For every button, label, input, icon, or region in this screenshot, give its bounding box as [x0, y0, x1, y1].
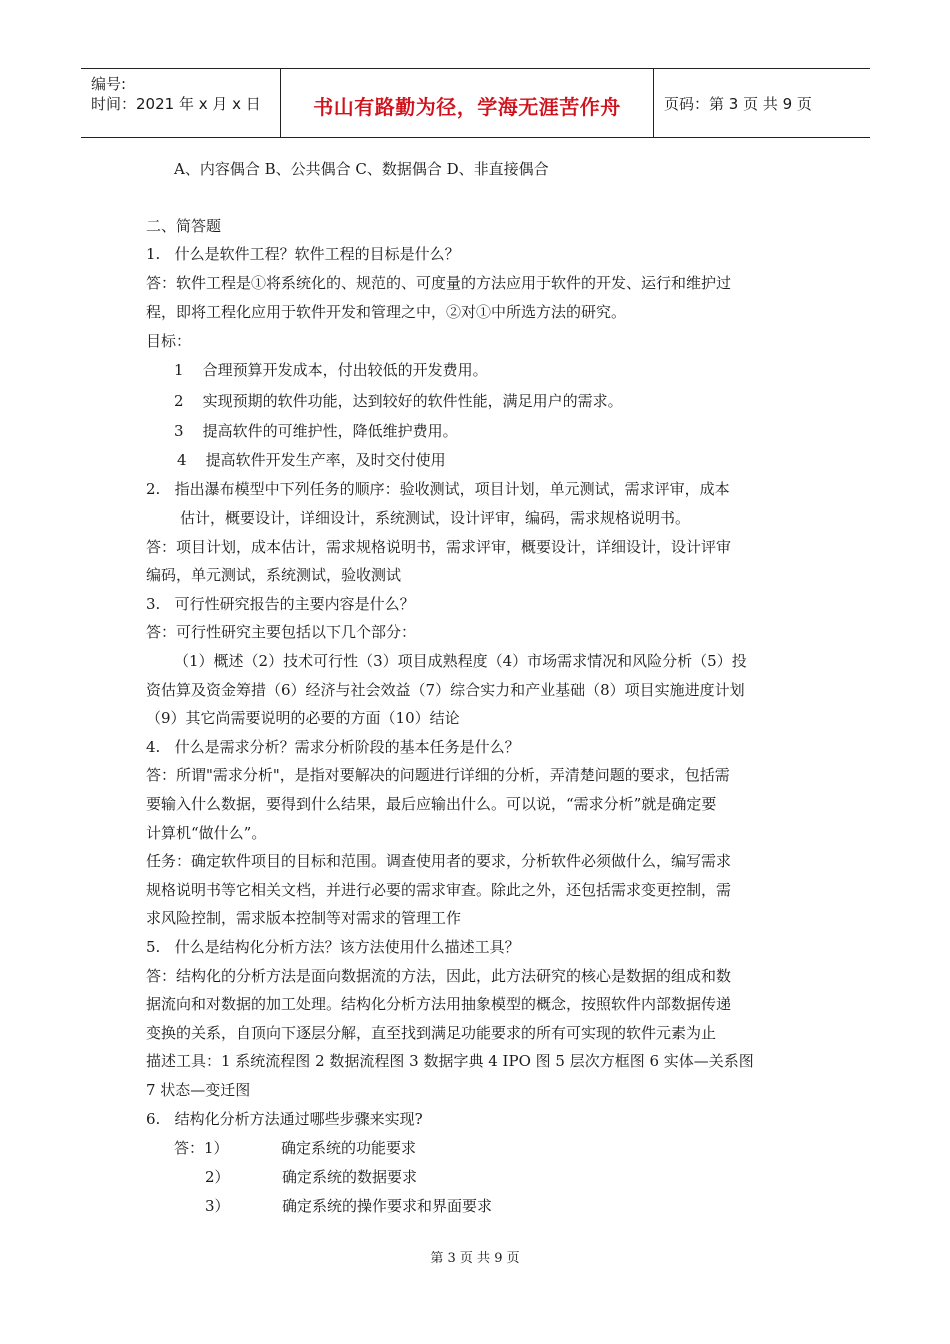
- body-line: 求风险控制，需求版本控制等对需求的管理工作: [146, 909, 462, 927]
- body-line: （1）概述（2）技术可行性（3）项目成熟程度（4）市场需求情况和风险分析（5）投: [174, 652, 747, 670]
- body-line: 答：结构化的分析方法是面向数据流的方法，因此，此方法研究的核心是数据的组成和数: [146, 967, 732, 985]
- header-motto-cell: [281, 69, 654, 137]
- step-item: 答：1） 确定系统的功能要求: [174, 1139, 416, 1157]
- body-line: 资估算及资金筹措（6）经济与社会效益（7）综合实力和产业基础（8）项目实施进度计划: [146, 681, 745, 699]
- question-1: 1. 什么是软件工程？软件工程的目标是什么？: [146, 245, 460, 263]
- list-item: 4 提高软件开发生产率，及时交付使用: [177, 451, 446, 469]
- body-line: 据流向和对数据的加工处理。结构化分析方法用抽象模型的概念，按照软件内部数据传递: [146, 995, 732, 1013]
- question-5: 5. 什么是结构化分析方法？该方法使用什么描述工具？: [146, 938, 520, 956]
- body-line: 估计，概要设计，详细设计，系统测试，设计评审，编码，需求规格说明书。: [180, 509, 691, 527]
- body-line: 答：可行性研究主要包括以下几个部分：: [146, 623, 417, 641]
- body-line: 7 状态—变迁图: [146, 1081, 251, 1099]
- step-item: 2） 确定系统的数据要求: [205, 1168, 417, 1186]
- question-6: 6. 结构化分析方法通过哪些步骤来实现?: [146, 1110, 423, 1128]
- body-line: 描述工具：1 系统流程图 2 数据流程图 3 数据字典 4 IPO 图 5 层次方框图 6 实体—关系图: [146, 1052, 754, 1070]
- page-header: [81, 68, 870, 138]
- document-number-label: 编号:: [91, 75, 127, 93]
- body-line: A、内容偶合 B、公共偶合 C、数据偶合 D、非直接偶合: [174, 160, 549, 178]
- body-line: 规格说明书等它相关文档，并进行必要的需求审查。除此之外，还包括需求变更控制，需: [146, 881, 732, 899]
- body-line: 目标：: [146, 332, 192, 350]
- body-line: 答：项目计划，成本估计，需求规格说明书，需求评审，概要设计，详细设计，设计评审: [146, 538, 732, 556]
- page-footer: 第 3 页 共 9 页: [430, 1251, 520, 1266]
- header-motto: 书山有路勤为径，学海无涯苦作舟: [313, 95, 621, 119]
- header-left-cell: [81, 69, 281, 137]
- body-line: 编码，单元测试，系统测试，验收测试: [146, 566, 402, 584]
- list-item: 1 合理预算开发成本，付出较低的开发费用。: [174, 361, 488, 379]
- question-3: 3. 可行性研究报告的主要内容是什么？: [146, 595, 415, 613]
- body-line: 答：软件工程是①将系统化的、规范的、可度量的方法应用于软件的开发、运行和维护过: [146, 274, 732, 292]
- list-item: 2 实现预期的软件功能，达到较好的软件性能，满足用户的需求。: [174, 392, 623, 410]
- body-line: 任务：确定软件项目的目标和范围。调查使用者的要求，分析软件必须做什么，编写需求: [146, 852, 732, 870]
- document-time-label: 时间：2021 年 x 月 x 日: [91, 95, 261, 113]
- body-line: 程，即将工程化应用于软件开发和管理之中，②对①中所选方法的研究。: [146, 303, 627, 321]
- body-line: 变换的关系，自顶向下逐层分解，直至找到满足功能要求的所有可实现的软件元素为止: [146, 1024, 717, 1042]
- body-line: 答：所谓"需求分析"，是指对要解决的问题进行详细的分析，弄清楚问题的要求，包括需: [146, 766, 730, 784]
- step-item: 3） 确定系统的操作要求和界面要求: [205, 1197, 492, 1215]
- body-line: 计算机“做什么”。: [146, 824, 267, 842]
- question-2: 2. 指出瀑布模型中下列任务的顺序：验收测试，项目计划，单元测试，需求评审，成本: [146, 480, 730, 498]
- body-line: 要输入什么数据，要得到什么结果，最后应输出什么。可以说，“需求分析”就是确定要: [146, 795, 717, 813]
- section-heading: 二、简答题: [146, 217, 222, 235]
- question-4: 4. 什么是需求分析？需求分析阶段的基本任务是什么？: [146, 738, 520, 756]
- list-item: 3 提高软件的可维护性，降低维护费用。: [174, 422, 458, 440]
- header-page-number: 页码：第 3 页 共 9 页: [664, 95, 812, 113]
- body-line: （9）其它尚需要说明的必要的方面（10）结论: [146, 709, 460, 727]
- header-page-cell: [654, 69, 870, 137]
